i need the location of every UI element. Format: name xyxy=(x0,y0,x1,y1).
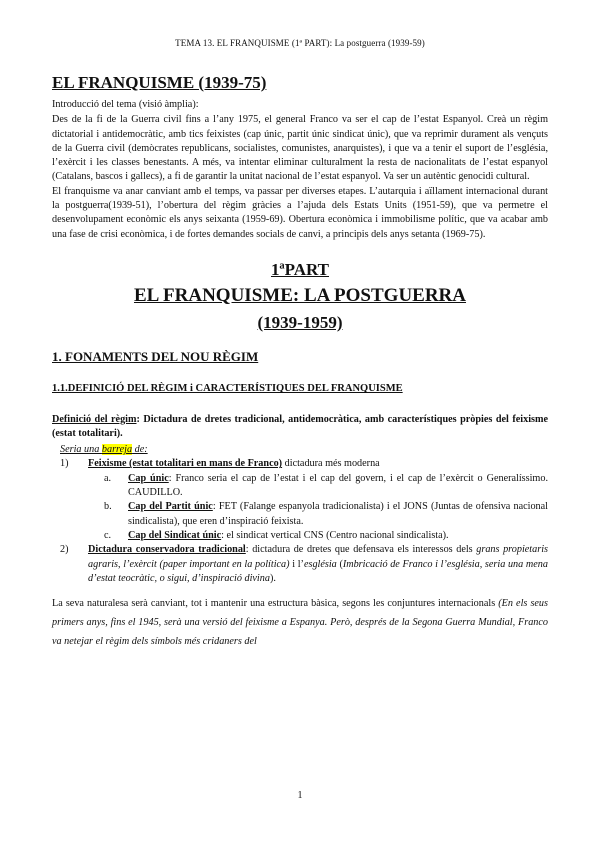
part-years: (1939-1959) xyxy=(257,312,343,332)
sub-b-text: : FET (Falange espanyola tradicionalista) i el JONS (Juntas de ofensiva nacional sindicalista), que eren d’inspiració feixista. xyxy=(128,501,548,527)
definition-text: : Dictadura de dretes tradicional, antidemocràtica, amb característiques pròpies del feixisme (estat totalitari). xyxy=(52,413,548,439)
sub-a-heading: Cap únic xyxy=(128,472,169,484)
mix-before: Seria una xyxy=(60,444,102,456)
part-label: 1ªPART xyxy=(270,259,329,279)
mix-after: de: xyxy=(132,444,148,456)
list-letter: c. xyxy=(104,529,112,541)
item2-text: ). xyxy=(269,572,276,584)
item2-heading: Dictadura conservadora tradicional xyxy=(88,544,246,556)
item1-heading: Feixisme (estat totalitari en mans de Franco) xyxy=(88,458,283,470)
closing-text: La seva naturalesa serà canviant, tot i mantenir una estructura bàsica, segons les conjuntures internacionals xyxy=(52,598,499,610)
mix-highlight: barreja xyxy=(101,444,133,456)
closing-italic: (En els seus primers anys, fins el 1945, serà una versió del feixisme a Espanya. Però, després de la Segona Guerra Mundial, Franco va netejar el règim dels símbols més cridaners del xyxy=(52,598,548,648)
definition-label: Definició del règim xyxy=(52,413,137,425)
closing-paragraph xyxy=(52,594,548,651)
list-subitem-a xyxy=(52,472,548,501)
definition-paragraph xyxy=(52,413,548,442)
list-letter: a. xyxy=(104,472,112,484)
section-1-1-heading: 1.1.DEFINICIÓ DEL RÈGIM i CARACTERÍSTIQUES DEL FRANQUISME xyxy=(52,383,403,395)
sub-b-heading: Cap del Partit únic xyxy=(128,501,213,513)
sub-c-heading: Cap del Sindicat únic xyxy=(128,529,222,541)
part-title: EL FRANQUISME: LA POSTGUERRA xyxy=(133,284,467,306)
page-number: 1 xyxy=(297,790,303,801)
list-letter: b. xyxy=(104,501,112,513)
list-subitem-b xyxy=(52,500,548,529)
item2-italic: Imbricació de Franco i l’església, seria una mena d’estat teocràtic, o sigui, d’inspiració divina xyxy=(88,558,548,584)
running-header: TEMA 13. EL FRANQUISME (1ª PART): La postguerra (1939-59) xyxy=(175,38,425,48)
intro-paragraph-2: El franquisme va anar canviant amb el temps, va passar per diverses etapes. L’autarquia i aïllament internacional durant la postguerra(1939-51), l’obertura del règim gràcies a l’ajuda dels Estats Units (1951-59), que va permetre el desenvolupament econòmic els anys seixanta (1959-69). Obertura econòmica i immobilisme polític, que va acabar amb una fase de crisi econòmica, i de fortes demandes socials de canvi, a principis dels anys setanta (1969-75). xyxy=(52,185,548,240)
list-number: 2) xyxy=(60,544,69,556)
item2-text: ( xyxy=(336,558,343,570)
section-1-heading: 1. FONAMENTS DEL NOU RÈGIM xyxy=(52,348,259,364)
intro-label: Introducció del tema (visió àmplia): xyxy=(52,99,199,110)
sub-a-text: : Franco seria el cap de l’estat i el cap del govern, i el cap de l’exèrcit o Generalíssimo. CAUDILLO. xyxy=(128,472,548,499)
document-title: EL FRANQUISME (1939-75) xyxy=(52,73,267,92)
list-number: 1) xyxy=(60,458,69,470)
item1-tail: dictadura més moderna xyxy=(282,458,380,470)
list-subitem-c xyxy=(52,529,548,543)
item2-italic: església xyxy=(303,558,337,570)
list-item-2 xyxy=(52,543,548,586)
item2-text: : dictadura de dretes que defensava els interessos dels xyxy=(245,544,477,556)
item2-text: i l’ xyxy=(289,558,304,570)
mix-line xyxy=(60,443,548,457)
sub-c-text: : el sindicat vertical CNS (Centro nacional sindicalista). xyxy=(221,529,449,541)
item2-italic: l’exèrcit (paper important en la política) xyxy=(123,558,290,570)
item2-italic: grans propietaris agraris xyxy=(88,544,548,570)
list-item-1 xyxy=(52,457,548,471)
intro-paragraph-1: Des de la fi de la Guerra civil fins a l’any 1975, el general Franco va ser el cap de l’estat Espanyol. Creà un règim dictatorial i antidemocràtic, amb tics feixistes (cap únic, partit únic sindicat únic), que va reprimir durament als vençuts de la Guerra civil (demòcrates republicans, socialistes, comunistes, anarquistes), i que va a tenir el suport de l’església, l’exèrcit i les classes benestants. A més, va intentar eliminar culturalment la resta de nacionalitats de l’estat espanyol (Catalans, bascos i gallecs), a fi de garantir la unitat nacional de l’estat espanyol. Va ser un autèntic genocidi cultural. xyxy=(52,114,548,183)
item2-text: , xyxy=(118,558,124,570)
page-content xyxy=(52,72,548,651)
